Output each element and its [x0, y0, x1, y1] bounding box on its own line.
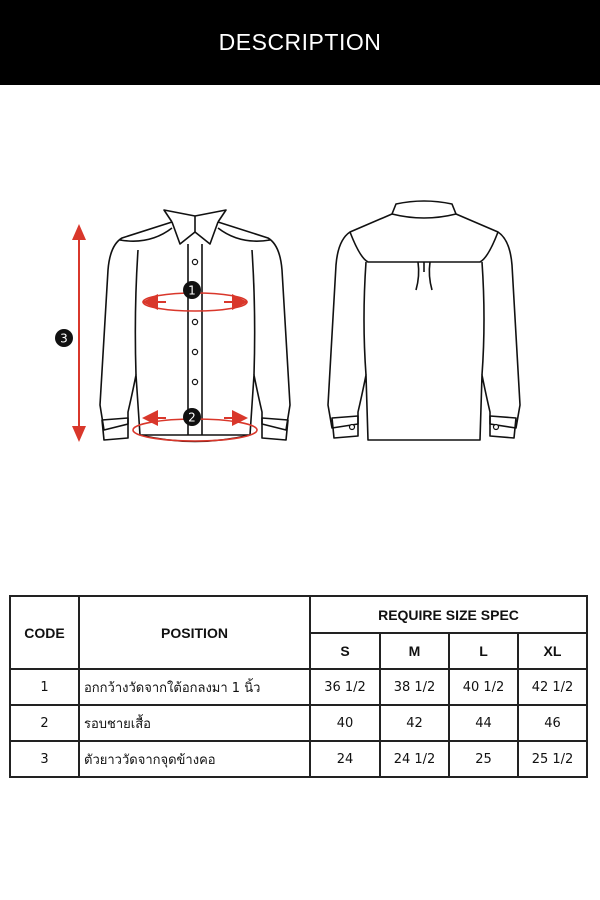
shirt-illustration [0, 185, 600, 465]
header-size-s: S [310, 633, 380, 669]
table-row [10, 669, 587, 705]
svg-text:3: 3 [60, 331, 68, 346]
row-position: ตัวยาววัดจากจุดข้างคอ [79, 741, 310, 777]
marker-1 [183, 281, 201, 299]
shirt-front-drawing [100, 210, 290, 442]
row-code: 1 [10, 669, 79, 705]
row-value-xl: 46 [518, 705, 587, 741]
row-value-m: 42 [380, 705, 449, 741]
row-value-m: 38 1/2 [380, 669, 449, 705]
svg-text:2: 2 [188, 410, 196, 425]
row-value-s: 24 [310, 741, 380, 777]
header-size-xl: XL [518, 633, 587, 669]
row-position: อกกว้างวัดจากใต้อกลงมา 1 นิ้ว [79, 669, 310, 705]
row-position: รอบชายเสื้อ [79, 705, 310, 741]
header-code: CODE [10, 596, 79, 669]
row-code: 3 [10, 741, 79, 777]
table-row [10, 741, 587, 777]
row-value-m: 24 1/2 [380, 741, 449, 777]
table-row [10, 705, 587, 741]
row-value-s: 36 1/2 [310, 669, 380, 705]
shirt-back-drawing [328, 201, 520, 440]
marker-2 [183, 408, 201, 426]
row-value-xl: 25 1/2 [518, 741, 587, 777]
row-value-l: 44 [449, 705, 518, 741]
row-value-xl: 42 1/2 [518, 669, 587, 705]
header-size-m: M [380, 633, 449, 669]
row-value-l: 40 1/2 [449, 669, 518, 705]
row-value-l: 25 [449, 741, 518, 777]
header-require-size-spec: REQUIRE SIZE SPEC [310, 596, 587, 633]
header-size-l: L [449, 633, 518, 669]
marker-3 [55, 329, 73, 347]
row-code: 2 [10, 705, 79, 741]
header-bar [0, 0, 600, 85]
size-spec-table [9, 595, 588, 778]
page-title: DESCRIPTION [218, 29, 382, 55]
row-value-s: 40 [310, 705, 380, 741]
svg-text:1: 1 [188, 283, 196, 298]
length-measurement [72, 224, 86, 442]
header-position: POSITION [79, 596, 310, 669]
